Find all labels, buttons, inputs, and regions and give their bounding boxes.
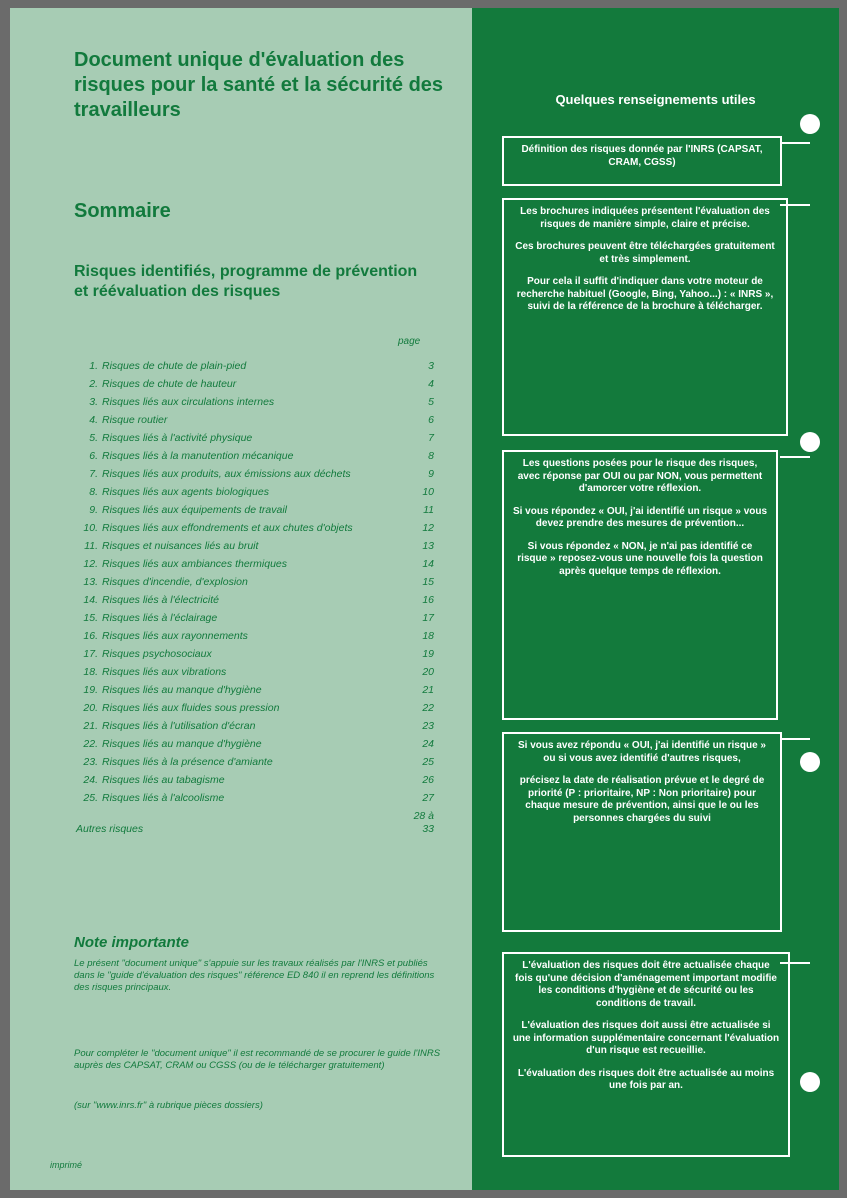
- toc-item-text: Risques liés au manque d'hygiène: [102, 738, 262, 750]
- toc-item: [76, 810, 434, 836]
- sommaire-heading: Sommaire: [74, 200, 171, 222]
- toc-item: [76, 522, 434, 535]
- toc-item-label: [76, 774, 400, 787]
- toc-item-number: 13.: [83, 576, 98, 588]
- connector-tick-2: [780, 204, 810, 206]
- toc-item-page: 24: [422, 738, 434, 750]
- note-title: Note importante: [74, 934, 190, 951]
- toc-item-label: [76, 630, 400, 643]
- toc-item-page: 23: [422, 720, 434, 732]
- toc-item-page: 7: [428, 432, 434, 444]
- info-heading: Quelques renseignements utiles: [555, 92, 756, 107]
- toc-item-text: Risques liés aux effondrements et aux chutes d'objets: [102, 522, 353, 534]
- toc-item-page: 28 à 33: [413, 810, 434, 835]
- toc-item-page: 20: [422, 666, 434, 678]
- binder-hole-4: [800, 1072, 820, 1092]
- toc-item-label: [76, 738, 400, 751]
- toc-item-page: 26: [422, 774, 434, 786]
- toc-item-page: 17: [422, 612, 434, 624]
- toc-item-text: Risques liés à l'électricité: [102, 594, 219, 606]
- toc-item-label: [76, 594, 400, 607]
- toc-item-text: Risques liés au manque d'hygiène: [102, 684, 262, 696]
- toc-item-number: 21.: [83, 720, 98, 732]
- toc-item-text: Risques liés aux rayonnements: [102, 630, 248, 642]
- toc-item: [76, 558, 434, 571]
- toc-item: [76, 378, 434, 391]
- toc-item-page: 9: [428, 468, 434, 480]
- footer-text: imprimé: [50, 1160, 83, 1170]
- toc-item: [76, 630, 434, 643]
- toc-item-number: 20.: [83, 702, 98, 714]
- toc-item-label: [76, 396, 400, 409]
- toc-item: [76, 612, 434, 625]
- toc-item-page: 14: [422, 558, 434, 570]
- toc-item-label: [76, 576, 400, 589]
- page-column-header: page: [398, 336, 421, 347]
- toc-item-number: 1.: [89, 360, 98, 372]
- toc-item-text: Risques liés aux produits, aux émissions aux déchets: [102, 468, 351, 480]
- toc-item-label: [76, 720, 400, 733]
- toc-item-page: 16: [422, 594, 434, 606]
- toc-item-number: 8.: [89, 486, 98, 498]
- toc-item-text: Risque routier: [102, 414, 168, 426]
- toc-item: [76, 432, 434, 445]
- toc-item-number: 11.: [84, 540, 98, 552]
- toc-item-label: [76, 522, 400, 535]
- toc-item-text: Risques liés aux vibrations: [102, 666, 227, 678]
- left-panel: [10, 8, 472, 1190]
- toc-item: [76, 738, 434, 751]
- toc-item-text: Risques liés à l'utilisation d'écran: [102, 720, 256, 732]
- toc-item-text: Risques psychosociaux: [102, 648, 212, 660]
- toc-item-page: 25: [422, 756, 434, 768]
- info-box-paragraph: Les questions posées pour le risque des risques, avec réponse par OUI ou par NON, vous permettent d'amorcer votre réflexion.: [517, 458, 763, 494]
- toc-item-number: 18.: [83, 666, 98, 678]
- toc-item-page: 18: [422, 630, 434, 642]
- note-paragraph-3: (sur "www.inrs.fr" à rubrique pièces dossiers): [74, 1100, 263, 1111]
- toc-item-label: [76, 823, 400, 836]
- toc-item-text: Risques liés à la manutention mécanique: [102, 450, 294, 462]
- toc-item: [76, 666, 434, 679]
- toc-item-number: 24.: [83, 774, 98, 786]
- toc-item-label: [76, 540, 400, 553]
- toc-item-label: [76, 792, 400, 805]
- info-box-paragraph: L'évaluation des risques doit être actualisée au moins une fois par an.: [517, 1067, 775, 1091]
- connector-tick-3: [780, 456, 810, 458]
- toc-item-label: [76, 684, 400, 697]
- toc-item-label: [76, 756, 400, 769]
- toc-item: [76, 450, 434, 463]
- toc-item-number: 19.: [83, 684, 98, 696]
- note-paragraph-2: Pour compléter le "document unique" il est recommandé de se procurer le guide l'INRS auprès des CAPSAT, CRAM ou CGSS (ou de le télécharger gratuitement): [74, 1048, 441, 1071]
- toc-item-label: [76, 504, 400, 517]
- toc-item: [76, 468, 434, 481]
- toc-item-text: Risques liés à l'éclairage: [102, 612, 218, 624]
- info-box-paragraph: précisez la date de réalisation prévue et le degré de priorité (P : prioritaire, NP : Non prioritaire) pour chaque mesure de prévention, ainsi que le ou les personnes chargées du suivi: [519, 775, 765, 824]
- info-box-1: [502, 136, 782, 186]
- toc-item: [76, 576, 434, 589]
- toc-item-page: 13: [422, 540, 434, 552]
- toc-item-number: 4.: [89, 414, 98, 426]
- table-of-contents: [76, 360, 434, 841]
- toc-item-page: 12: [422, 522, 434, 534]
- toc-item-page: 15: [422, 576, 434, 588]
- toc-item: [76, 756, 434, 769]
- connector-tick-1: [780, 142, 810, 144]
- info-box-2: [502, 198, 788, 436]
- toc-item: [76, 684, 434, 697]
- toc-item-text: Risques liés à la présence d'amiante: [102, 756, 273, 768]
- toc-item-page: 8: [428, 450, 434, 462]
- toc-item-label: [76, 558, 400, 571]
- toc-item-page: 22: [422, 702, 434, 714]
- toc-item: [76, 774, 434, 787]
- toc-item: [76, 396, 434, 409]
- toc-item-number: 12.: [83, 558, 98, 570]
- toc-item-label: [76, 702, 400, 715]
- toc-item-number: 17.: [83, 648, 98, 660]
- binder-hole-2: [800, 432, 820, 452]
- document-title: Document unique d'évaluation des risques pour la santé et la sécurité des travailleurs: [74, 49, 444, 121]
- info-box-paragraph: Les brochures indiquées présentent l'évaluation des risques de manière simple, claire et précise.: [520, 206, 770, 230]
- toc-item-number: 16.: [83, 630, 98, 642]
- toc-item-number: 23.: [83, 756, 98, 768]
- toc-item-label: [76, 378, 400, 391]
- toc-item-label: [76, 666, 400, 679]
- toc-item-number: 14.: [83, 594, 98, 606]
- toc-item-label: [76, 648, 400, 661]
- toc-item: [76, 540, 434, 553]
- toc-item-page: 11: [423, 504, 434, 516]
- toc-item-text: Risques liés aux ambiances thermiques: [102, 558, 288, 570]
- toc-item-number: 5.: [89, 432, 98, 444]
- binder-hole-3: [800, 752, 820, 772]
- toc-item: [76, 504, 434, 517]
- note-paragraph-1: Le présent "document unique" s'appuie sur les travaux réalisés par l'INRS et publiés dans le "guide d'évaluation des risques" référence ED 840 il en reprend les définitions des risques principaux.: [74, 958, 435, 993]
- toc-item-label: [76, 450, 400, 463]
- binder-hole-1: [800, 114, 820, 134]
- toc-item-number: 3.: [89, 396, 98, 408]
- toc-item-text: Risques liés à l'activité physique: [102, 432, 253, 444]
- toc-item: [76, 360, 434, 373]
- info-box-paragraph: L'évaluation des risques doit aussi être actualisée si une information supplémentaire concernant l'évaluation d'un risque est recueillie.: [512, 1020, 780, 1056]
- toc-item: [76, 702, 434, 715]
- toc-item-text: Risques liés aux circulations internes: [102, 396, 275, 408]
- toc-item-number: 15.: [83, 612, 98, 624]
- info-box-paragraph: Ces brochures peuvent être téléchargées gratuitement et très simplement.: [515, 241, 775, 265]
- toc-item-label: [76, 360, 400, 373]
- info-box-paragraph: Définition des risques donnée par l'INRS (CAPSAT, CRAM, CGSS): [521, 144, 763, 168]
- toc-item: [76, 720, 434, 733]
- toc-item: [76, 792, 434, 805]
- toc-item-label: [76, 468, 400, 481]
- info-box-paragraph: Si vous répondez « NON, je n'ai pas identifié ce risque » reposez-vous une nouvelle fois la question après quelque temps de réflexion.: [517, 540, 763, 577]
- toc-item-number: 22.: [83, 738, 98, 750]
- toc-item-text: Risques et nuisances liés au bruit: [102, 540, 259, 552]
- toc-item: [76, 414, 434, 427]
- info-box-paragraph: L'évaluation des risques doit être actualisée chaque fois qu'une décision d'aménagement important modifie les conditions d'hygiène et de sécurité ou les conditions de travail.: [514, 960, 777, 1009]
- toc-item-page: 19: [422, 648, 434, 660]
- toc-item-number: 2.: [89, 378, 98, 390]
- toc-item-number: 7.: [89, 468, 98, 480]
- toc-item-text: Risques liés au tabagisme: [102, 774, 225, 786]
- toc-item-text: Risques liés à l'alcoolisme: [102, 792, 225, 804]
- toc-item-page: 27: [422, 792, 434, 804]
- toc-item-label: [76, 414, 400, 427]
- toc-item-page: 4: [428, 378, 434, 390]
- toc-item-text: Risques liés aux agents biologiques: [102, 486, 269, 498]
- info-box-4: [502, 732, 782, 932]
- toc-item-number: 6.: [89, 450, 98, 462]
- toc-subtitle: Risques identifiés, programme de prévention et réévaluation des risques: [74, 263, 418, 300]
- connector-tick-5: [780, 962, 810, 964]
- toc-item-label: [76, 612, 400, 625]
- toc-item-page: 3: [428, 360, 434, 372]
- toc-item-text: Risques d'incendie, d'explosion: [102, 576, 248, 588]
- toc-item-number: 25.: [83, 792, 98, 804]
- toc-item-text: Risques liés aux fluides sous pression: [102, 702, 280, 714]
- info-box-paragraph: Si vous répondez « OUI, j'ai identifié un risque » vous devez prendre des mesures de prévention...: [512, 505, 768, 529]
- info-box-paragraph: Si vous avez répondu « OUI, j'ai identifié un risque » ou si vous avez identifié d'autres risques,: [518, 740, 766, 764]
- toc-item-text: Autres risques: [76, 823, 144, 835]
- toc-item-label: [76, 432, 400, 445]
- toc-item-text: Risques de chute de hauteur: [102, 378, 237, 390]
- toc-item: [76, 648, 434, 661]
- toc-item-label: [76, 486, 400, 499]
- info-box-3: [502, 450, 778, 720]
- toc-item-text: Risques liés aux équipements de travail: [102, 504, 288, 516]
- connector-tick-4: [780, 738, 810, 740]
- toc-item-page: 21: [422, 684, 434, 696]
- toc-item-page: 10: [422, 486, 434, 498]
- info-box-paragraph: Pour cela il suffit d'indiquer dans votre moteur de recherche habituel (Google, Bing, Yahoo...) : « INRS », suivi de la référence de la brochure à télécharger.: [516, 276, 774, 312]
- toc-item-text: Risques de chute de plain-pied: [102, 360, 247, 372]
- toc-item-number: 10.: [83, 522, 98, 534]
- toc-item-page: 6: [428, 414, 434, 426]
- toc-item: [76, 486, 434, 499]
- toc-item: [76, 594, 434, 607]
- toc-item-number: 9.: [89, 504, 98, 516]
- toc-item-page: 5: [428, 396, 434, 408]
- info-box-5: [502, 952, 790, 1157]
